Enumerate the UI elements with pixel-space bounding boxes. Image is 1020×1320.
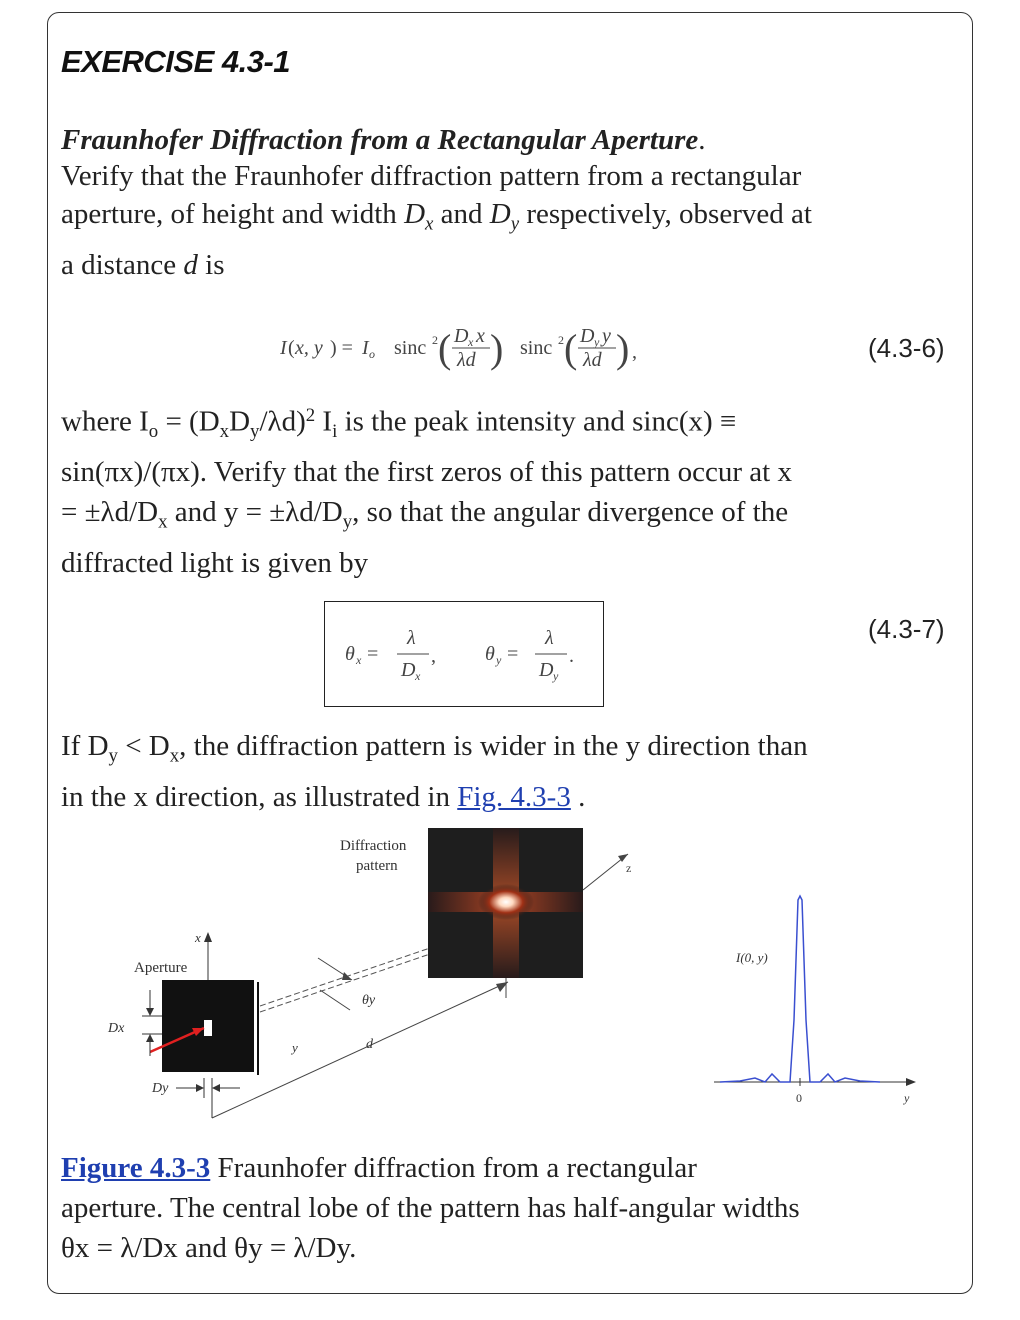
where-line-3: = $\pm\lambda d/D_x$ and $y = \pm\lambda d/D_y$, so that the angular divergence of the [61,496,789,533]
where-l1sub: o [148,421,159,443]
svg-text:): ) [616,326,630,371]
svg-text:I: I [362,337,369,359]
svg-text:y: y [496,653,502,667]
figure-link[interactable]: Fig. 4.3-3 [457,780,571,813]
svg-text:y: y [553,669,559,683]
plot-y-label: y [904,1091,910,1105]
svg-text:.: . [569,645,574,667]
figure-caption [61,1148,961,1268]
svg-text:(: ( [438,326,452,371]
theta-label: θy [362,993,376,1008]
where-line-4: diffracted light is given by [61,546,369,579]
conclusion-line-1: If $D_y < D_x$, the diffraction pattern is wider in the y direction than [61,730,808,767]
dx-symbol: D [404,198,426,230]
svg-text:x: x [476,325,485,347]
aperture-label: Aperture [134,960,188,976]
concl-l1c: , the diffraction pattern is wider in the y direction than [179,730,808,762]
svg-text:D: D [454,325,469,347]
concl-l1a: If D [61,730,109,762]
diffraction-figure [100,820,920,1140]
intro-line2a: aperture, of height and width [61,198,397,230]
equation-4-3-6 [280,318,680,378]
z-axis-label: z [626,861,632,875]
where-l1d: /λd) [259,405,306,438]
x-axis-label: x [195,930,201,945]
conclusion-paragraph [61,726,961,817]
where-l1f: is the peak intensity and sinc(x) ≡ [344,405,737,438]
conclusion-line-2 [61,777,961,817]
svg-text:): ) [490,326,504,371]
svg-text:) =: ) = [330,337,353,359]
intro-line2b: respectively, observed at [526,198,812,230]
intensity-label: I(0, y) [736,950,768,965]
exercise-heading: EXERCISE 4.3-1 [61,44,291,79]
dy-symbol: D [489,198,511,230]
pattern-label-2: pattern [356,858,398,874]
where-l3a: = ±λd/D [61,496,159,529]
svg-text:,: , [632,341,637,363]
svg-text:o: o [369,347,375,361]
concl-l2a: in the x direction, as illustrated in [61,780,450,813]
is-word: is [205,248,225,281]
svg-text:θ: θ [485,643,495,665]
where-l1b: = (D [158,405,220,438]
intensity-plot [714,896,916,1105]
svg-text:x: x [468,335,474,349]
svg-text:I: I [280,337,287,359]
caption-line-1 [61,1148,961,1188]
svg-text:=: = [507,643,519,665]
svg-text:x: x [415,669,421,683]
where-l3b: and y = ±λd/D [174,496,343,529]
svg-text:,: , [431,645,436,667]
where-l1c: D [229,405,251,438]
svg-text:=: = [367,643,379,665]
svg-text:λd: λd [457,349,476,371]
where-l1: where I [61,405,149,438]
svg-text:λ: λ [545,627,554,649]
equation-4-3-7-box [324,601,604,707]
intro-paragraph [61,118,961,285]
svg-text:2: 2 [432,333,438,347]
caption-line-3: θx = λ/Dx and θy = λ/Dy. [61,1232,357,1264]
caption-figure-link[interactable]: Figure 4.3-3 [61,1152,211,1184]
dy-sub: y [510,213,520,235]
svg-text:D: D [539,659,554,681]
svg-text:sinc: sinc [520,337,553,359]
intro-line-3 [61,245,961,285]
intro-line-1: Verify that the Fraunhofer diffraction pattern from a rectangular [61,160,802,192]
svg-text:2: 2 [558,333,564,347]
svg-text:(: ( [288,337,295,359]
d-label: d [366,1037,373,1052]
concl-l2b: . [578,780,586,813]
svg-text:D: D [401,659,416,681]
where-l1e: I [322,405,333,438]
intro-line3: a distance [61,248,177,281]
dy-label: Dy [152,1081,169,1096]
svg-text:x: x [356,653,362,667]
d-symbol: d [183,248,198,281]
svg-text:θ: θ [345,643,355,665]
pattern-label-1: Diffraction [340,838,407,854]
diffraction-pattern-image [428,828,583,978]
svg-text:y: y [594,335,600,349]
where-line-1: where $I_o = (D_xD_y/\lambda d)^2$ $I_i$ is the peak intensity and sinc(x) ≡ [61,405,737,443]
exercise-title: Fraunhofer Diffraction from a Rectangular Aperture [61,124,699,156]
dx-sub: x [425,213,434,235]
dx-label: Dx [108,1021,125,1036]
intro-line-2 [61,194,961,245]
caption-text-1: Fraunhofer diffraction from a rectangular [217,1152,697,1184]
equation-number-1: (4.3-6) [868,333,945,363]
svg-text:(: ( [564,326,578,371]
where-l3c: , so that the angular divergence of the [352,496,789,529]
equation-number-2: (4.3-7) [868,614,945,644]
title-period: . [698,124,706,156]
caption-line-2: aperture. The central lobe of the pattern has half-angular widths [61,1192,800,1224]
equation-4-3-7 [325,602,601,704]
svg-text:sinc: sinc [394,337,427,359]
where-line-2: sin(πx)/(πx). Verify that the first zeros of this pattern occur at x [61,456,792,489]
concl-l1b: < D [125,730,170,762]
svg-text:D: D [580,325,595,347]
zero-label: 0 [796,1091,802,1105]
and-word: and [440,198,483,230]
svg-text:λd: λd [583,349,602,371]
svg-text:y: y [602,325,611,347]
svg-text:x, y: x, y [295,337,323,359]
svg-text:λ: λ [407,627,416,649]
where-paragraph [61,396,961,583]
y-axis-label: y [292,1040,298,1055]
aperture-image [150,980,258,1075]
